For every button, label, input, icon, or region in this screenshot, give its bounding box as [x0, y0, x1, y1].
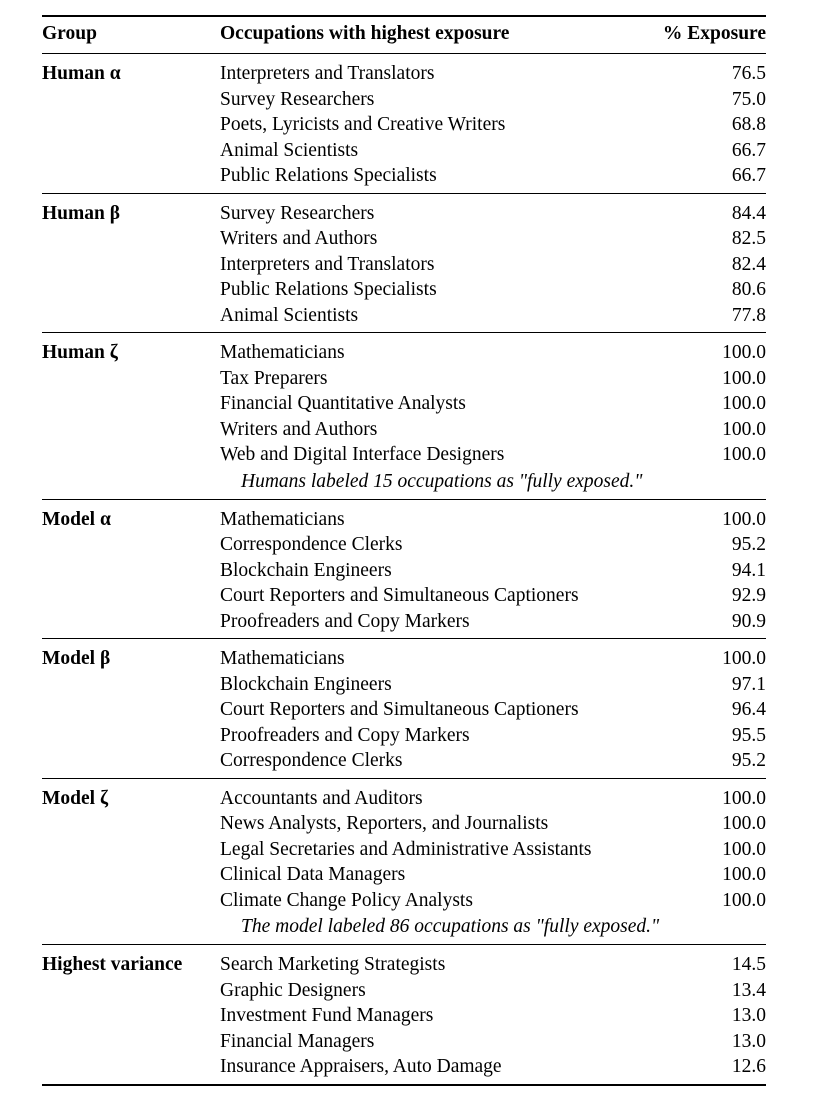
occupation-cell: Interpreters and Translators	[220, 63, 435, 84]
table-row	[42, 226, 766, 252]
exposure-cell: 100.0	[722, 508, 766, 530]
occupation-cell: Blockchain Engineers	[220, 559, 392, 581]
table-row	[42, 303, 766, 329]
occupation-cell: Investment Fund Managers	[220, 1005, 434, 1026]
occupation-cell: Animal Scientists	[220, 304, 359, 326]
exposure-cell: 13.0	[731, 1005, 766, 1026]
exposure-cell: 75.0	[731, 88, 766, 110]
table-group	[42, 779, 766, 945]
table-row	[42, 1054, 766, 1080]
exposure-cell: 68.8	[731, 114, 766, 135]
table-row	[42, 888, 766, 914]
occupation-cell: Search Marketing Strategists	[220, 954, 446, 975]
exposure-cell: 100.0	[722, 444, 766, 465]
occupation-cell: Legal Secretaries and Administrative Assistants	[220, 838, 592, 860]
table-row	[42, 748, 766, 774]
table-row	[42, 417, 766, 443]
group-name: Model ζ	[42, 787, 109, 809]
exposure-cell: 100.0	[722, 418, 766, 440]
exposure-cell: 13.0	[731, 1030, 766, 1052]
occupation-cell: Animal Scientists	[220, 139, 359, 161]
table-row	[42, 252, 766, 278]
occupation-cell: Tax Preparers	[220, 367, 328, 389]
occupation-cell: Writers and Authors	[220, 418, 378, 440]
table-row	[42, 978, 766, 1004]
group-name: Human α	[42, 63, 121, 84]
table-row	[42, 583, 766, 609]
table-row	[42, 862, 766, 888]
occupation-cell: Mathematicians	[220, 508, 345, 530]
table-group	[42, 639, 766, 778]
occupation-cell: Mathematicians	[220, 342, 345, 363]
table-header	[42, 17, 766, 53]
table-row	[42, 163, 766, 189]
occupation-cell: Proofreaders and Copy Markers	[220, 610, 470, 632]
exposure-cell: 90.9	[731, 610, 766, 632]
bottom-rule	[42, 1084, 766, 1086]
exposure-cell: 94.1	[731, 559, 766, 581]
occupation-cell: Financial Managers	[220, 1030, 375, 1052]
exposure-cell: 66.7	[731, 139, 766, 161]
exposure-cell: 95.2	[731, 534, 766, 555]
exposure-cell: 76.5	[731, 63, 766, 84]
exposure-cell: 100.0	[722, 393, 766, 414]
exposure-cell: 100.0	[722, 889, 766, 911]
occupation-cell: Accountants and Auditors	[220, 787, 423, 809]
occupation-cell: Survey Researchers	[220, 202, 375, 224]
occupation-cell: Climate Change Policy Analysts	[220, 889, 473, 911]
occupation-cell: Graphic Designers	[220, 979, 366, 1001]
table-row	[42, 672, 766, 698]
occupation-cell: Interpreters and Translators	[220, 253, 435, 275]
exposure-cell: 100.0	[722, 864, 766, 885]
occupation-cell: Web and Digital Interface Designers	[220, 444, 505, 465]
group-name: Human β	[42, 202, 120, 224]
exposure-cell: 100.0	[722, 342, 766, 363]
table-row	[42, 366, 766, 392]
header-occupations: Occupations with highest exposure	[220, 23, 510, 44]
table-group	[42, 54, 766, 193]
occupation-cell: Court Reporters and Simultaneous Captioners	[220, 585, 579, 606]
table-group	[42, 945, 766, 1084]
occupation-cell: News Analysts, Reporters, and Journalists	[220, 813, 549, 834]
header-group: Group	[42, 23, 97, 44]
exposure-cell: 100.0	[722, 367, 766, 389]
occupation-cell: Correspondence Clerks	[220, 534, 403, 555]
table-row	[42, 952, 766, 978]
exposure-cell: 95.2	[731, 750, 766, 771]
exposure-cell: 12.6	[731, 1056, 766, 1077]
table-row	[42, 87, 766, 113]
occupation-cell: Public Relations Specialists	[220, 279, 437, 300]
occupation-cell: Survey Researchers	[220, 88, 375, 110]
exposure-cell: 100.0	[722, 787, 766, 809]
table-row	[42, 609, 766, 635]
table-row	[42, 507, 766, 533]
table-row	[42, 61, 766, 87]
group-name: Highest variance	[42, 954, 183, 975]
group-name: Model β	[42, 648, 111, 669]
exposure-cell: 96.4	[731, 699, 766, 720]
group-note: The model labeled 86 occupations as "fully exposed."	[241, 916, 660, 937]
occupation-cell: Insurance Appraisers, Auto Damage	[220, 1056, 502, 1077]
table-row	[42, 811, 766, 837]
table-row	[42, 1029, 766, 1055]
occupation-cell: Proofreaders and Copy Markers	[220, 724, 470, 746]
exposure-table	[42, 15, 766, 1086]
table-row	[42, 442, 766, 468]
occupation-cell: Financial Quantitative Analysts	[220, 393, 466, 414]
table-row	[42, 723, 766, 749]
occupation-cell: Correspondence Clerks	[220, 750, 403, 771]
table-group	[42, 194, 766, 333]
table-body	[42, 54, 766, 1084]
occupation-cell: Court Reporters and Simultaneous Captioners	[220, 699, 579, 720]
exposure-cell: 100.0	[722, 648, 766, 669]
table-row	[42, 532, 766, 558]
header-exposure: % Exposure	[662, 23, 766, 44]
occupation-cell: Poets, Lyricists and Creative Writers	[220, 114, 506, 135]
group-name: Model α	[42, 508, 111, 530]
table-row	[42, 201, 766, 227]
occupation-cell: Blockchain Engineers	[220, 673, 392, 695]
table-group	[42, 333, 766, 499]
exposure-cell: 82.5	[731, 228, 766, 249]
exposure-cell: 14.5	[731, 954, 766, 975]
table-group	[42, 500, 766, 639]
occupation-cell: Clinical Data Managers	[220, 864, 406, 885]
table-row	[42, 837, 766, 863]
exposure-cell: 77.8	[731, 304, 766, 326]
exposure-cell: 95.5	[731, 724, 766, 746]
group-name: Human ζ	[42, 342, 118, 363]
exposure-cell: 66.7	[731, 165, 766, 186]
table-row	[42, 112, 766, 138]
table-row	[42, 558, 766, 584]
exposure-cell: 13.4	[731, 979, 766, 1001]
occupation-cell: Mathematicians	[220, 648, 345, 669]
occupation-cell: Public Relations Specialists	[220, 165, 437, 186]
exposure-cell: 100.0	[722, 838, 766, 860]
group-note: Humans labeled 15 occupations as "fully exposed."	[241, 470, 643, 492]
exposure-cell: 100.0	[722, 813, 766, 834]
exposure-cell: 92.9	[731, 585, 766, 606]
table-row	[42, 391, 766, 417]
table-row	[42, 697, 766, 723]
table-row	[42, 277, 766, 303]
table-row	[42, 138, 766, 164]
exposure-cell: 82.4	[731, 253, 766, 275]
table-row	[42, 786, 766, 812]
occupation-cell: Writers and Authors	[220, 228, 378, 249]
exposure-cell: 97.1	[731, 673, 766, 695]
table-row	[42, 646, 766, 672]
exposure-cell: 80.6	[731, 279, 766, 300]
table-row	[42, 340, 766, 366]
table-row	[42, 1003, 766, 1029]
exposure-cell: 84.4	[731, 202, 766, 224]
